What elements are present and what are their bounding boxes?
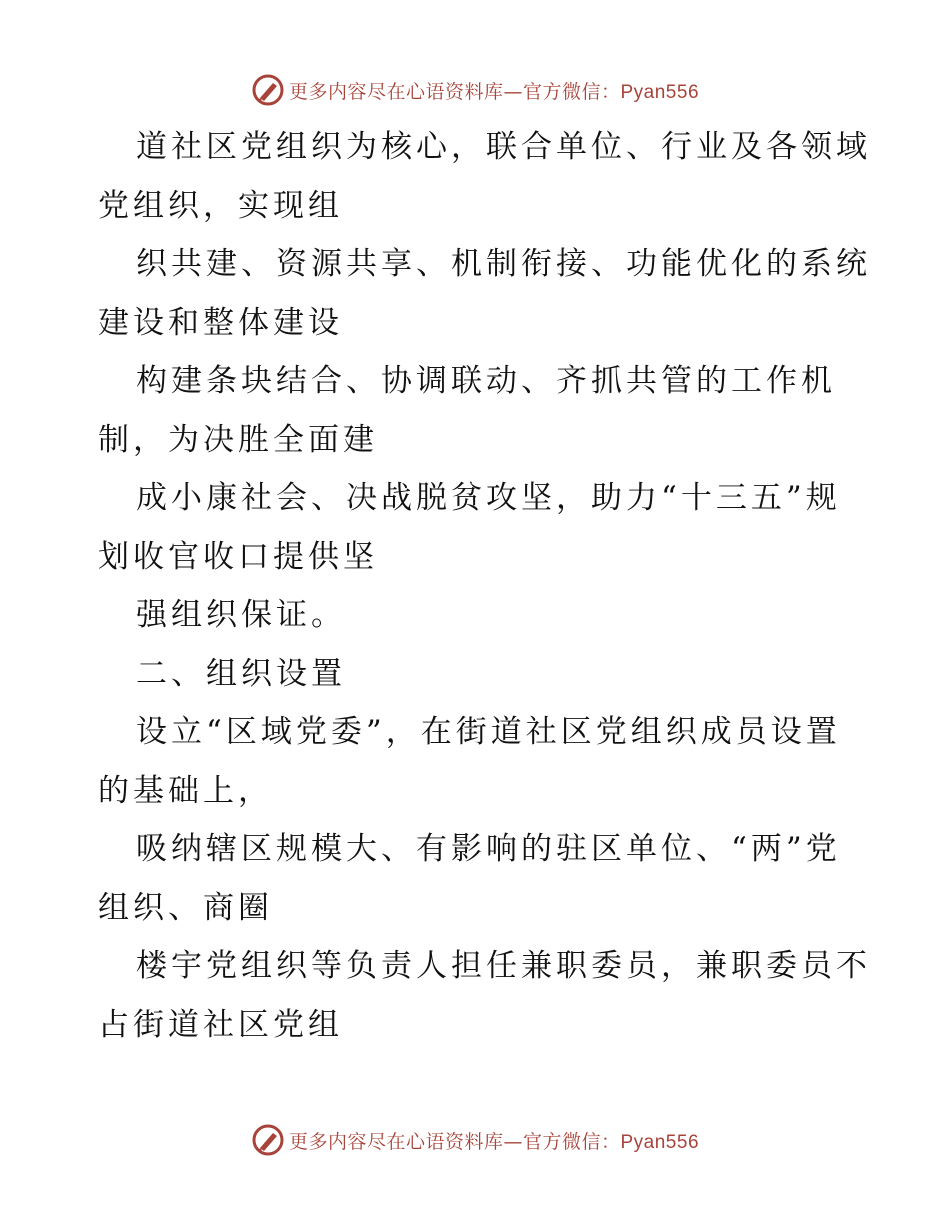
header-watermark [0,70,950,110]
pen-logo-icon [251,73,285,107]
text-line: 建设和整体建设 [98,304,343,341]
text-line: 成小康社会、决战脱贫攻坚，助力“十三五”规 [136,480,841,516]
text-line: 组织、商圈 [98,889,273,926]
text-line: 党组织，实现组 [98,187,343,224]
watermark-text: 更多内容尽在心语资料库—官方微信：Pyan556 [288,1130,700,1153]
wechat-id: Pyan556 [620,81,700,103]
text-line: 道社区党组织为核心，联合单位、行业及各领域 [136,129,871,165]
text-line: 的基础上， [98,772,273,809]
text-line: 构建条块结合、协调联动、齐抓共管的工作机 [136,363,836,399]
document-body [98,118,871,1054]
text-line: 织共建、资源共享、机制衔接、功能优化的系统 [136,246,871,282]
text-line: 制，为决胜全面建 [98,421,378,458]
text-line: 强组织保证。 [136,597,346,633]
text-line: 吸纳辖区规模大、有影响的驻区单位、“两”党 [136,831,841,867]
text-line: 设立“区域党委”，在街道社区党组织成员设置 [136,714,841,750]
footer-watermark [0,1120,950,1160]
watermark-text: 更多内容尽在心语资料库—官方微信：Pyan556 [288,80,700,103]
wechat-id: Pyan556 [620,1131,700,1153]
text-line: 划收官收口提供坚 [98,538,378,575]
text-line: 二、组织设置 [136,655,346,692]
text-line: 占街道社区党组 [98,1006,343,1043]
pen-logo-icon [251,1123,285,1157]
text-line: 楼宇党组织等负责人担任兼职委员，兼职委员不 [136,948,871,984]
